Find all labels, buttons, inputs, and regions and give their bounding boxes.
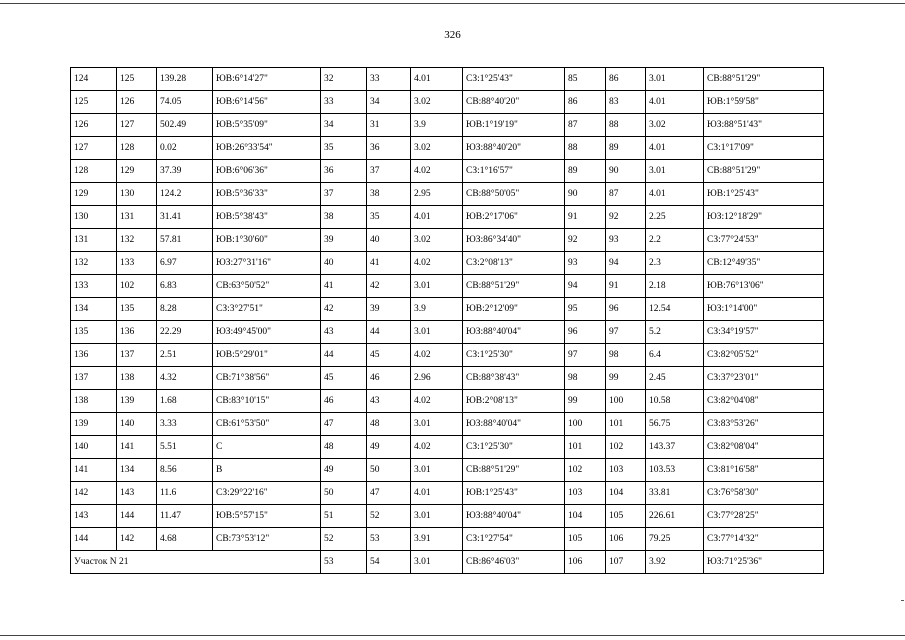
from-point-cell: 36 (321, 160, 367, 183)
page-number: 326 (444, 29, 461, 41)
table-row (71, 275, 824, 298)
bearing-cell: СВ:88°40'20" (463, 91, 565, 114)
from-point-cell: 100 (565, 413, 606, 436)
length-cell: 2.3 (646, 252, 704, 275)
to-point-cell: 127 (117, 114, 157, 137)
table-body (71, 68, 824, 574)
scan-mark (901, 600, 904, 601)
from-point-cell: 40 (321, 252, 367, 275)
from-point-cell: 130 (71, 206, 117, 229)
length-cell: 143.37 (646, 436, 704, 459)
to-point-cell: 89 (606, 137, 646, 160)
to-point-cell: 44 (367, 321, 411, 344)
bearing-cell: ЮВ:5°38'43" (213, 206, 321, 229)
bearing-cell: СВ:71°38'56" (213, 367, 321, 390)
to-point-cell: 42 (367, 275, 411, 298)
from-point-cell: 92 (565, 229, 606, 252)
length-cell: 56.75 (646, 413, 704, 436)
from-point-cell: 139 (71, 413, 117, 436)
from-point-cell: 46 (321, 390, 367, 413)
length-cell: 2.25 (646, 206, 704, 229)
from-point-cell: 95 (565, 298, 606, 321)
bearing-cell: СВ:88°51'29" (704, 68, 824, 91)
to-point-cell: 101 (606, 413, 646, 436)
length-cell: 6.4 (646, 344, 704, 367)
to-point-cell: 41 (367, 252, 411, 275)
bearing-cell: СВ:63°50'52" (213, 275, 321, 298)
from-point-cell: 101 (565, 436, 606, 459)
to-point-cell: 102 (117, 275, 157, 298)
bearing-cell: СВ:61°53'50" (213, 413, 321, 436)
bearing-cell: СВ:88°50'05" (463, 183, 565, 206)
length-cell: 3.02 (411, 229, 463, 252)
bearing-cell: СЗ:81°16'58" (704, 459, 824, 482)
length-cell: 4.01 (646, 183, 704, 206)
bearing-cell: С (213, 436, 321, 459)
length-cell: 22.29 (157, 321, 213, 344)
table-row (71, 160, 824, 183)
from-point-cell: 129 (71, 183, 117, 206)
length-cell: 4.68 (157, 528, 213, 551)
from-point-cell: 91 (565, 206, 606, 229)
length-cell: 5.2 (646, 321, 704, 344)
table-row (71, 321, 824, 344)
length-cell: 2.51 (157, 344, 213, 367)
to-point-cell: 45 (367, 344, 411, 367)
from-point-cell: 34 (321, 114, 367, 137)
table-row (71, 505, 824, 528)
to-point-cell: 144 (117, 505, 157, 528)
from-point-cell: 126 (71, 114, 117, 137)
from-point-cell: 135 (71, 321, 117, 344)
bearing-cell: СВ:12°49'35" (704, 252, 824, 275)
table-row (71, 436, 824, 459)
bearing-cell: СВ:73°53'12" (213, 528, 321, 551)
bearing-cell: ЮЗ:88°40'04" (463, 505, 565, 528)
from-point-cell: 45 (321, 367, 367, 390)
to-point-cell: 128 (117, 137, 157, 160)
to-point-cell: 34 (367, 91, 411, 114)
table-row (71, 252, 824, 275)
from-point-cell: 141 (71, 459, 117, 482)
length-cell: 4.02 (411, 252, 463, 275)
length-cell: 3.92 (646, 551, 704, 574)
bearing-cell: СЗ:34°19'57" (704, 321, 824, 344)
from-point-cell: 136 (71, 344, 117, 367)
to-point-cell: 99 (606, 367, 646, 390)
length-cell: 1.68 (157, 390, 213, 413)
to-point-cell: 98 (606, 344, 646, 367)
to-point-cell: 86 (606, 68, 646, 91)
to-point-cell: 141 (117, 436, 157, 459)
length-cell: 103.53 (646, 459, 704, 482)
bearing-cell: СЗ:1°16'57" (463, 160, 565, 183)
to-point-cell: 50 (367, 459, 411, 482)
to-point-cell: 36 (367, 137, 411, 160)
bearing-cell: СЗ:82°08'04" (704, 436, 824, 459)
bearing-cell: ЮВ:2°12'09" (463, 298, 565, 321)
bearing-cell: СЗ:77°14'32" (704, 528, 824, 551)
from-point-cell: 53 (321, 551, 367, 574)
bearing-cell: СВ:88°51'29" (704, 160, 824, 183)
table-row (71, 413, 824, 436)
from-point-cell: 51 (321, 505, 367, 528)
bearing-cell: ЮВ:2°17'06" (463, 206, 565, 229)
table-row (71, 298, 824, 321)
bearing-cell: СВ:83°10'15" (213, 390, 321, 413)
to-point-cell: 93 (606, 229, 646, 252)
length-cell: 57.81 (157, 229, 213, 252)
table-row (71, 114, 824, 137)
to-point-cell: 134 (117, 459, 157, 482)
length-cell: 2.96 (411, 367, 463, 390)
to-point-cell: 142 (117, 528, 157, 551)
bearing-cell: СВ:88°51'29" (463, 275, 565, 298)
bearing-cell: ЮВ:2°08'13" (463, 390, 565, 413)
bearing-cell: СЗ:37°23'01" (704, 367, 824, 390)
bearing-cell: СЗ:83°53'26" (704, 413, 824, 436)
to-point-cell: 88 (606, 114, 646, 137)
to-point-cell: 100 (606, 390, 646, 413)
from-point-cell: 104 (565, 505, 606, 528)
from-point-cell: 140 (71, 436, 117, 459)
from-point-cell: 128 (71, 160, 117, 183)
length-cell: 4.01 (411, 68, 463, 91)
from-point-cell: 90 (565, 183, 606, 206)
bearing-cell: СЗ:1°17'09" (704, 137, 824, 160)
bearing-cell: ЮВ:1°30'60" (213, 229, 321, 252)
to-point-cell: 143 (117, 482, 157, 505)
to-point-cell: 94 (606, 252, 646, 275)
to-point-cell: 87 (606, 183, 646, 206)
from-point-cell: 52 (321, 528, 367, 551)
length-cell: 3.91 (411, 528, 463, 551)
to-point-cell: 103 (606, 459, 646, 482)
to-point-cell: 47 (367, 482, 411, 505)
bearing-cell: СЗ:82°04'08" (704, 390, 824, 413)
to-point-cell: 129 (117, 160, 157, 183)
length-cell: 3.33 (157, 413, 213, 436)
from-point-cell: 87 (565, 114, 606, 137)
length-cell: 31.41 (157, 206, 213, 229)
from-point-cell: 132 (71, 252, 117, 275)
bearing-cell: СЗ:77°28'25" (704, 505, 824, 528)
length-cell: 3.01 (411, 551, 463, 574)
from-point-cell: 39 (321, 229, 367, 252)
length-cell: 2.18 (646, 275, 704, 298)
bearing-cell: СЗ:1°25'30" (463, 344, 565, 367)
length-cell: 37.39 (157, 160, 213, 183)
length-cell: 2.45 (646, 367, 704, 390)
to-point-cell: 96 (606, 298, 646, 321)
from-point-cell: 133 (71, 275, 117, 298)
to-point-cell: 133 (117, 252, 157, 275)
to-point-cell: 102 (606, 436, 646, 459)
table-row (71, 344, 824, 367)
table-row-last (71, 551, 824, 574)
bearing-cell: ЮВ:1°25'43" (463, 482, 565, 505)
from-point-cell: 47 (321, 413, 367, 436)
bearing-cell: ЮЗ:86°34'40" (463, 229, 565, 252)
to-point-cell: 38 (367, 183, 411, 206)
to-point-cell: 92 (606, 206, 646, 229)
from-point-cell: 131 (71, 229, 117, 252)
length-cell: 4.02 (411, 344, 463, 367)
to-point-cell: 106 (606, 528, 646, 551)
length-cell: 4.01 (411, 206, 463, 229)
to-point-cell: 125 (117, 68, 157, 91)
to-point-cell: 43 (367, 390, 411, 413)
bearing-cell: ЮЗ:49°45'00" (213, 321, 321, 344)
to-point-cell: 33 (367, 68, 411, 91)
to-point-cell: 39 (367, 298, 411, 321)
bearing-cell: ЮЗ:1°14'00" (704, 298, 824, 321)
bearing-cell: СВ:88°38'43" (463, 367, 565, 390)
length-cell: 139.28 (157, 68, 213, 91)
length-cell: 3.9 (411, 298, 463, 321)
from-point-cell: 106 (565, 551, 606, 574)
from-point-cell: 85 (565, 68, 606, 91)
from-point-cell: 96 (565, 321, 606, 344)
to-point-cell: 53 (367, 528, 411, 551)
length-cell: 6.83 (157, 275, 213, 298)
to-point-cell: 35 (367, 206, 411, 229)
length-cell: 3.02 (646, 114, 704, 137)
to-point-cell: 137 (117, 344, 157, 367)
length-cell: 79.25 (646, 528, 704, 551)
from-point-cell: 86 (565, 91, 606, 114)
from-point-cell: 127 (71, 137, 117, 160)
bearing-cell: ЮВ:6°14'27" (213, 68, 321, 91)
length-cell: 3.01 (411, 275, 463, 298)
bearing-cell: СЗ:77°24'53" (704, 229, 824, 252)
to-point-cell: 140 (117, 413, 157, 436)
to-point-cell: 131 (117, 206, 157, 229)
bearing-cell: СЗ:1°25'30" (463, 436, 565, 459)
length-cell: 8.28 (157, 298, 213, 321)
bearing-cell: ЮЗ:71°25'36" (704, 551, 824, 574)
table-row (71, 68, 824, 91)
length-cell: 502.49 (157, 114, 213, 137)
from-point-cell: 143 (71, 505, 117, 528)
section-label: Участок N 21 (71, 551, 321, 574)
from-point-cell: 124 (71, 68, 117, 91)
to-point-cell: 132 (117, 229, 157, 252)
to-point-cell: 135 (117, 298, 157, 321)
length-cell: 2.2 (646, 229, 704, 252)
bearing-cell: ЮЗ:88°51'43" (704, 114, 824, 137)
to-point-cell: 97 (606, 321, 646, 344)
from-point-cell: 33 (321, 91, 367, 114)
length-cell: 5.51 (157, 436, 213, 459)
length-cell: 4.02 (411, 160, 463, 183)
bearing-cell: ЮВ:1°59'58" (704, 91, 824, 114)
to-point-cell: 107 (606, 551, 646, 574)
from-point-cell: 42 (321, 298, 367, 321)
from-point-cell: 97 (565, 344, 606, 367)
from-point-cell: 49 (321, 459, 367, 482)
bearing-cell: ЮВ:1°19'19" (463, 114, 565, 137)
bearing-cell: СЗ:29°22'16" (213, 482, 321, 505)
from-point-cell: 50 (321, 482, 367, 505)
from-point-cell: 32 (321, 68, 367, 91)
length-cell: 124.2 (157, 183, 213, 206)
length-cell: 3.01 (411, 505, 463, 528)
from-point-cell: 99 (565, 390, 606, 413)
to-point-cell: 49 (367, 436, 411, 459)
table-row (71, 390, 824, 413)
from-point-cell: 89 (565, 160, 606, 183)
table-row (71, 482, 824, 505)
length-cell: 11.47 (157, 505, 213, 528)
length-cell: 3.01 (411, 459, 463, 482)
from-point-cell: 102 (565, 459, 606, 482)
length-cell: 3.01 (411, 413, 463, 436)
to-point-cell: 138 (117, 367, 157, 390)
length-cell: 4.02 (411, 436, 463, 459)
bearing-cell: СЗ:1°25'43" (463, 68, 565, 91)
from-point-cell: 144 (71, 528, 117, 551)
from-point-cell: 138 (71, 390, 117, 413)
length-cell: 8.56 (157, 459, 213, 482)
bearing-cell: ЮВ:76°13'06" (704, 275, 824, 298)
bearing-cell: ЮВ:5°36'33" (213, 183, 321, 206)
table-row (71, 91, 824, 114)
length-cell: 74.05 (157, 91, 213, 114)
length-cell: 3.9 (411, 114, 463, 137)
from-point-cell: 88 (565, 137, 606, 160)
length-cell: 11.6 (157, 482, 213, 505)
length-cell: 4.01 (411, 482, 463, 505)
from-point-cell: 35 (321, 137, 367, 160)
to-point-cell: 126 (117, 91, 157, 114)
bearing-cell: ЮЗ:12°18'29" (704, 206, 824, 229)
to-point-cell: 90 (606, 160, 646, 183)
bearing-cell: СЗ:82°05'52" (704, 344, 824, 367)
from-point-cell: 103 (565, 482, 606, 505)
from-point-cell: 137 (71, 367, 117, 390)
from-point-cell: 125 (71, 91, 117, 114)
length-cell: 4.32 (157, 367, 213, 390)
from-point-cell: 44 (321, 344, 367, 367)
length-cell: 6.97 (157, 252, 213, 275)
table-row (71, 206, 824, 229)
to-point-cell: 46 (367, 367, 411, 390)
bearing-cell: ЮВ:5°57'15" (213, 505, 321, 528)
table-row (71, 528, 824, 551)
table-row (71, 137, 824, 160)
bearing-cell: ЮЗ:88°40'20" (463, 137, 565, 160)
bearing-cell: ЮВ:5°29'01" (213, 344, 321, 367)
table-row (71, 183, 824, 206)
bearing-cell: ЮВ:1°25'43" (704, 183, 824, 206)
bottom-scan-edge (0, 635, 905, 636)
boundary-coordinates-table (70, 67, 824, 574)
length-cell: 3.02 (411, 137, 463, 160)
from-point-cell: 37 (321, 183, 367, 206)
from-point-cell: 98 (565, 367, 606, 390)
bearing-cell: В (213, 459, 321, 482)
length-cell: 3.01 (411, 321, 463, 344)
bearing-cell: ЮВ:5°35'09" (213, 114, 321, 137)
from-point-cell: 38 (321, 206, 367, 229)
bearing-cell: ЮЗ:88°40'04" (463, 321, 565, 344)
table-row (71, 459, 824, 482)
to-point-cell: 105 (606, 505, 646, 528)
top-scan-edge (0, 3, 905, 4)
from-point-cell: 48 (321, 436, 367, 459)
bearing-cell: ЮВ:6°06'36" (213, 160, 321, 183)
length-cell: 226.61 (646, 505, 704, 528)
length-cell: 0.02 (157, 137, 213, 160)
bearing-cell: СЗ:2°08'13" (463, 252, 565, 275)
length-cell: 3.01 (646, 68, 704, 91)
to-point-cell: 48 (367, 413, 411, 436)
length-cell: 4.01 (646, 137, 704, 160)
to-point-cell: 91 (606, 275, 646, 298)
length-cell: 3.01 (646, 160, 704, 183)
bearing-cell: ЮВ:26°33'54" (213, 137, 321, 160)
bearing-cell: СВ:88°51'29" (463, 459, 565, 482)
to-point-cell: 54 (367, 551, 411, 574)
bearing-cell: ЮЗ:88°40'04" (463, 413, 565, 436)
from-point-cell: 41 (321, 275, 367, 298)
from-point-cell: 43 (321, 321, 367, 344)
bearing-cell: СЗ:76°58'30" (704, 482, 824, 505)
length-cell: 4.02 (411, 390, 463, 413)
bearing-cell: СЗ:3°27'51" (213, 298, 321, 321)
from-point-cell: 105 (565, 528, 606, 551)
length-cell: 33.81 (646, 482, 704, 505)
to-point-cell: 130 (117, 183, 157, 206)
to-point-cell: 40 (367, 229, 411, 252)
to-point-cell: 37 (367, 160, 411, 183)
length-cell: 12.54 (646, 298, 704, 321)
to-point-cell: 104 (606, 482, 646, 505)
to-point-cell: 139 (117, 390, 157, 413)
to-point-cell: 83 (606, 91, 646, 114)
length-cell: 4.01 (646, 91, 704, 114)
length-cell: 10.58 (646, 390, 704, 413)
bearing-cell: СЗ:1°27'54" (463, 528, 565, 551)
to-point-cell: 52 (367, 505, 411, 528)
length-cell: 2.95 (411, 183, 463, 206)
bearing-cell: СВ:86°46'03" (463, 551, 565, 574)
from-point-cell: 134 (71, 298, 117, 321)
bearing-cell: ЮЗ:27°31'16" (213, 252, 321, 275)
from-point-cell: 94 (565, 275, 606, 298)
table-row (71, 229, 824, 252)
to-point-cell: 31 (367, 114, 411, 137)
table-row (71, 367, 824, 390)
from-point-cell: 93 (565, 252, 606, 275)
to-point-cell: 136 (117, 321, 157, 344)
from-point-cell: 142 (71, 482, 117, 505)
bearing-cell: ЮВ:6°14'56" (213, 91, 321, 114)
length-cell: 3.02 (411, 91, 463, 114)
